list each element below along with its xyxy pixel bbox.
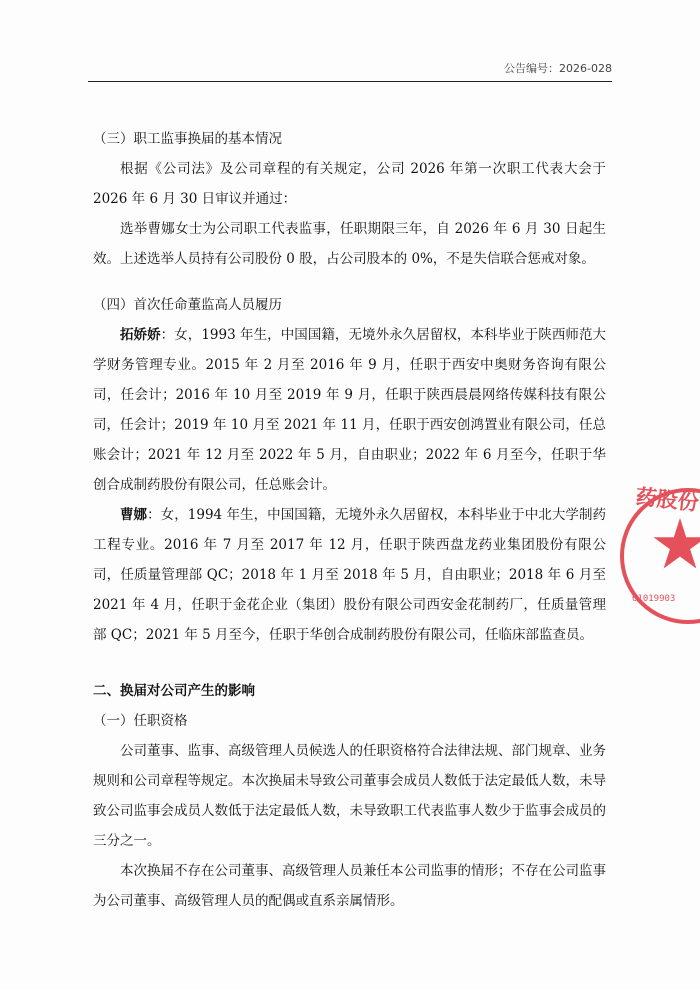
- section3-paragraph-1: 根据《公司法》及公司章程的有关规定，公司 2026 年第一次职工代表大会于 2026 年 6 月 30 日审议并通过：: [93, 161, 606, 207]
- section3-heading: （三）职工监事换届的基本情况: [93, 131, 282, 147]
- part2-paragraph-1: 公司董事、监事、高级管理人员候选人的任职资格符合法律法规、部门规章、业务规则和公司章程等规定。本次换届未导致公司董事会成员人数低于法定最低人数，未导致公司监事会成员人数低于法定最低人数，未导致职工代表监事人数少于监事会成员的三分之一。: [93, 743, 606, 849]
- part2-heading: 二、换届对公司产生的影响: [93, 683, 255, 699]
- section3-paragraph-2: 选举曹娜女士为公司职工代表监事，任职期限三年，自 2026 年 6 月 30 日起生效。上述选举人员持有公司股份 0 股，占公司股本的 0%，不是失信联合惩戒对象。: [93, 221, 606, 267]
- bio-text-tuojiaojiao: ：女，1993 年生，中国国籍，无境外永久居留权，本科毕业于陕西师范大学财务管理专业。2015 年 2 月至 2016 年 9 月，任职于西安中奥财务咨询有限公司，任会计；2016 年 10 月至 2019 年 9 月，任职于陕西晨晨网络传媒科技有限公司，任会计；2019 年 10 月至 2021 年 11 月，任职于西安创鸿置业有限公司，任总账会计；2021 年 12 月至 2022 年 5 月，自由职业；2022 年 6 月至今，任职于华创合成制药股份有限公司，任总账会计。: [93, 327, 606, 493]
- bio-caona: [93, 500, 606, 650]
- bio-name-tuojiaojiao: 拓娇娇: [120, 327, 161, 343]
- section4-heading: （四）首次任命董监高人员履历: [93, 297, 282, 313]
- seal-star: [654, 518, 700, 569]
- bio-name-caona: 曹娜: [120, 507, 148, 523]
- document-body: [93, 124, 606, 916]
- seal-text: 药股份: [634, 484, 700, 516]
- announcement-number: 公告编号：2026-028: [504, 62, 612, 75]
- bio-text-caona: ：女，1994 年生，中国国籍，无境外永久居留权，本科毕业于中北大学制药工程专业。2016 年 7 月至 2017 年 12 月，任职于陕西盘龙药业集团股份有限公司，任质量管理部 QC；2018 年 1 月至 2018 年 5 月，自由职业；2018 年 6 月至 2021 年 4 月，任职于金花企业（集团）股份有限公司西安金花制药厂，任质量管理部 QC；2021 年 5 月至今，任职于华创合成制药股份有限公司，任临床部监查员。: [93, 507, 607, 643]
- page-header: [88, 60, 612, 82]
- part2-paragraph-2: 本次换届不存在公司董事、高级管理人员兼任本公司监事的情形；不存在公司监事为公司董事、高级管理人员的配偶或直系亲属情形。: [93, 863, 606, 909]
- seal-number: 61019903: [632, 594, 676, 604]
- part2-subsection-heading: （一）任职资格: [93, 713, 188, 729]
- header-divider: [88, 81, 612, 82]
- company-seal-stamp: [618, 478, 700, 638]
- bio-tuojiaojiao: [93, 320, 606, 500]
